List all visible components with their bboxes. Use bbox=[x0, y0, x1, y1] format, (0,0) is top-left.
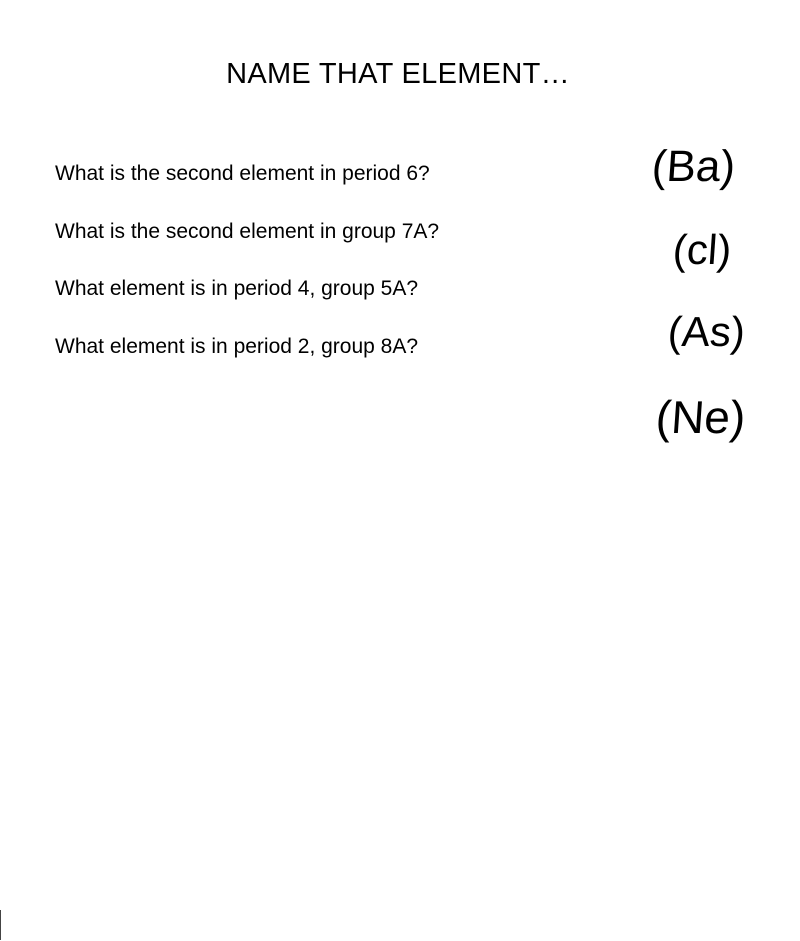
question-2: What is the second element in group 7A? bbox=[55, 220, 440, 243]
edge-divider bbox=[0, 910, 1, 940]
question-1: What is the second element in period 6? bbox=[55, 162, 430, 185]
handwritten-answer-1: (Ba) bbox=[650, 142, 737, 191]
handwritten-answer-2: (cl) bbox=[671, 226, 733, 273]
question-4: What element is in period 2, group 8A? bbox=[55, 335, 419, 358]
handwritten-answer-4: (Ne) bbox=[654, 391, 748, 443]
question-3: What element is in period 4, group 5A? bbox=[55, 277, 419, 300]
handwritten-answer-3: (As) bbox=[666, 308, 747, 355]
slide-title: NAME THAT ELEMENT… bbox=[226, 58, 570, 90]
